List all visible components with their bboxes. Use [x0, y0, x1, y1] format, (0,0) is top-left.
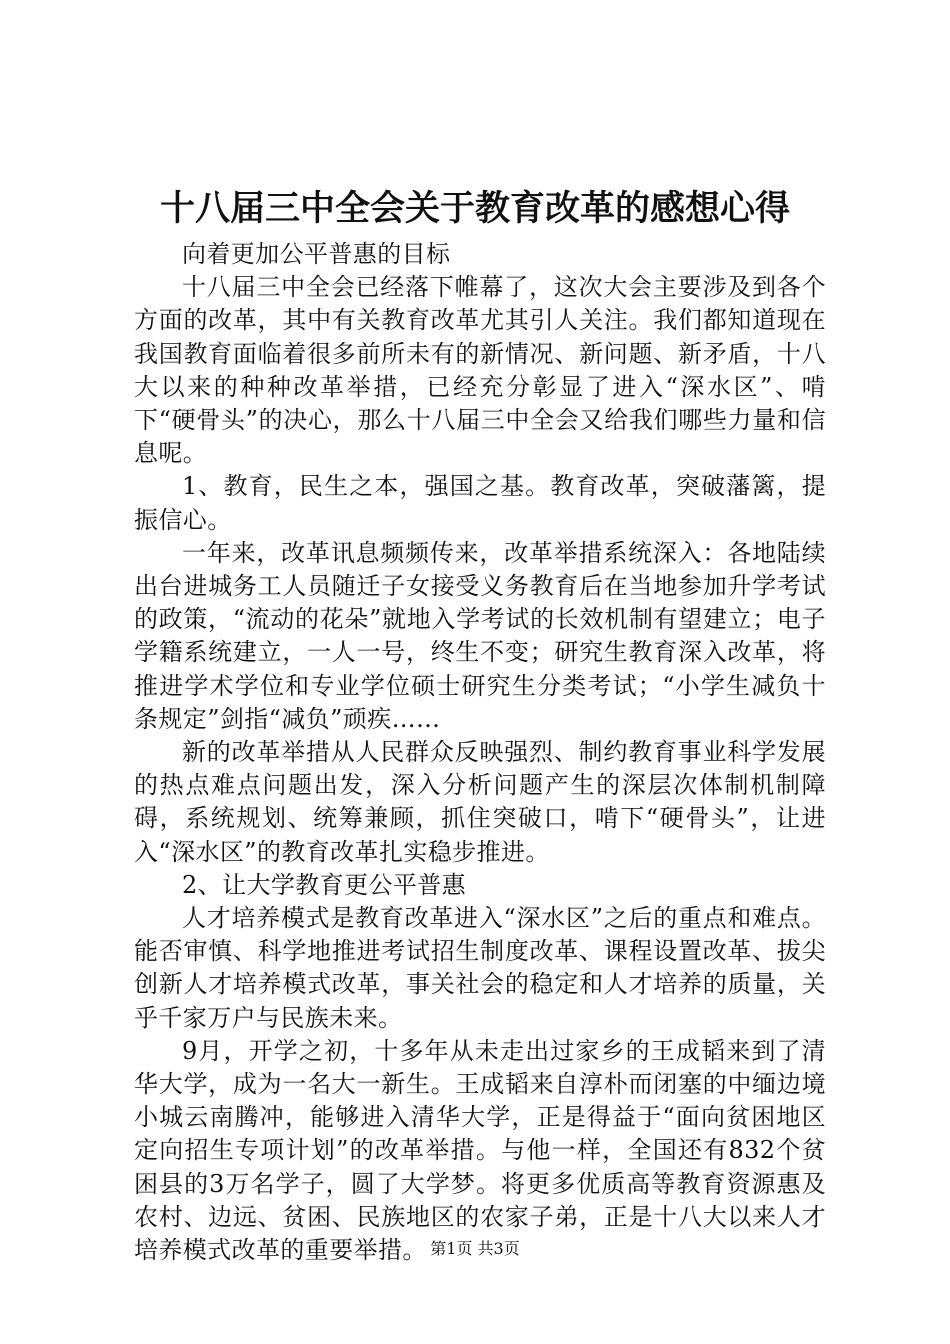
- subtitle-paragraph: 向着更加公平普惠的目标: [182, 240, 451, 268]
- body-paragraph: 新的改革举措从人民群众反映强烈、制约教育事业科学发展的热点难点问题出发，深入分析问题产生的深层次体制机制障碍，系统规划、统筹兼顾，抓住突破口，啃下“硬骨头”，让进入“深水区”的教育改革扎实稳步推进。: [134, 738, 826, 866]
- document-title: 十八届三中全会关于教育改革的感想心得: [159, 188, 790, 229]
- section-heading-1: 1、教育，民生之本，强国之基。教育改革，突破藩篱，提振信心。: [134, 472, 826, 534]
- page-footer: 第1页 共3页: [430, 1239, 520, 1258]
- body-paragraph: 9月，开学之初，十多年从未走出过家乡的王成韬来到了清华大学，成为一名大一新生。王成韬来自淳朴而闭塞的中缅边境小城云南腾冲，能够进入清华大学，正是得益于“面向贫困地区定向招生专项计划”的改革举措。与他一样，全国还有832个贫困县的3万名学子，圆了大学梦。将更多优质高等教育资源惠及农村、边远、贫困、民族地区的农家子弟，正是十八大以来人才培养模式改革的重要举措。: [134, 1036, 826, 1265]
- body-paragraph: 十八届三中全会已经落下帷幕了，这次大会主要涉及到各个方面的改革，其中有关教育改革尤其引人关注。我们都知道现在我国教育面临着很多前所未有的新情况、新问题、新矛盾，十八大以来的种种改革举措，已经充分彰显了进入“深水区”、啃下“硬骨头”的决心，那么十八届三中全会又给我们哪些力量和信息呢。: [134, 273, 826, 468]
- section-heading-2: 2、让大学教育更公平普惠: [182, 870, 467, 899]
- body-paragraph: 人才培养模式是教育改革进入“深水区”之后的重点和难点。能否审慎、科学地推进考试招生制度改革、课程设置改革、拔尖创新人才培养模式改革，事关社会的稳定和人才培养的质量，关乎千家万户与民族未来。: [134, 904, 826, 1032]
- body-paragraph: 一年来，改革讯息频频传来，改革举措系统深入：各地陆续出台进城务工人员随迁子女接受义务教育后在当地参加升学考试的政策，“流动的花朵”就地入学考试的长效机制有望建立；电子学籍系统建立，一人一号，终生不变；研究生教育深入改革，将推进学术学位和专业学位硕士研究生分类考试；“小学生减负十条规定”剑指“减负”顽疾……: [134, 538, 826, 733]
- document-body: [134, 238, 826, 1267]
